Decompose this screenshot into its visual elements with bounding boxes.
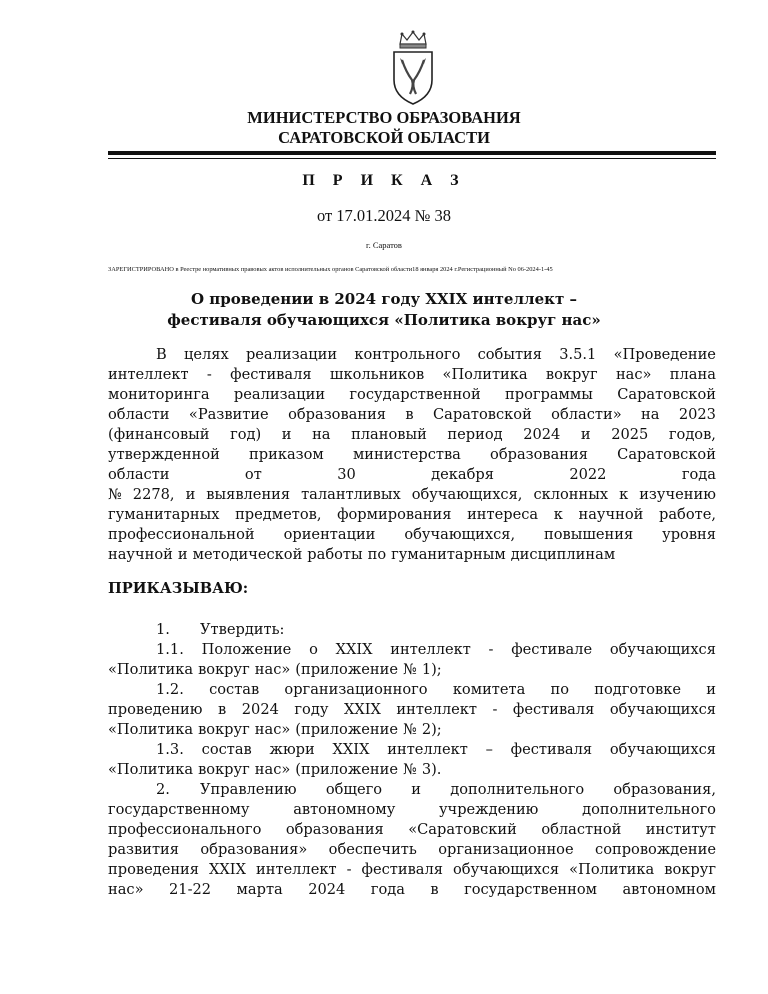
word: области [108, 466, 170, 483]
word: образования, [613, 781, 716, 798]
word: вокруг [545, 366, 598, 383]
word: 2025 [611, 426, 649, 443]
word: Саратовской [617, 446, 716, 463]
word: обучающихся [609, 741, 716, 758]
word: на [641, 406, 660, 423]
header-divider-thin [108, 158, 716, 159]
paragraph-line [108, 545, 716, 565]
word: обучающихся [609, 641, 716, 658]
word: (приложение [295, 721, 398, 738]
word: «Саратовский [408, 821, 517, 838]
list-item-continuation [108, 880, 716, 900]
word: в [430, 881, 439, 898]
word: Саратовской [617, 386, 716, 403]
word: учреждению [438, 801, 539, 818]
order-keyword: ПРИКАЗЫВАЮ: [108, 580, 249, 597]
word: 2024 [523, 426, 561, 443]
word: профессионального [108, 821, 262, 838]
order-title-line2: фестиваля обучающихся «Политика вокруг нас» [167, 311, 601, 329]
word: 1); [421, 661, 442, 678]
word: года [681, 466, 716, 483]
word: целях [183, 346, 229, 363]
word: состав [209, 681, 260, 698]
word: мониторинга [108, 386, 210, 403]
word: министерства [352, 446, 461, 463]
word: Управлению [200, 781, 297, 798]
list-item [108, 620, 716, 640]
word: 2024 [241, 701, 279, 718]
word: и [411, 781, 422, 798]
word: школьников [329, 366, 425, 383]
word: 2023 [678, 406, 716, 423]
word: автономному [293, 801, 396, 818]
word: образования» [200, 841, 308, 858]
list-item-continuation [108, 820, 716, 840]
word: году [294, 701, 329, 718]
word: организационное [438, 841, 574, 858]
word: (финансовый [108, 426, 210, 443]
word: – [485, 741, 493, 758]
word: XXIX [343, 701, 381, 718]
word: жюри [269, 741, 315, 758]
word: образования [490, 446, 588, 463]
word: «Политика [108, 721, 194, 738]
word: и [177, 546, 188, 563]
word: интеллект [390, 641, 471, 658]
word: обучающихся, [411, 486, 523, 503]
word: областной [541, 821, 622, 838]
word: программы [505, 386, 593, 403]
word: обеспечить [328, 841, 417, 858]
paragraph-line [108, 465, 716, 485]
word: проведению [108, 701, 203, 718]
list-item-continuation [108, 720, 716, 740]
word: - [488, 641, 494, 658]
word: работе, [659, 506, 716, 523]
word: нас» [615, 366, 652, 383]
word: утвержденной [108, 446, 220, 463]
word: фестиваля [361, 861, 443, 878]
word: фестиваля [510, 741, 593, 758]
paragraph-line [108, 345, 716, 365]
word: дополнительного [582, 801, 716, 818]
word: вокруг [664, 861, 716, 878]
word: организационного [284, 681, 428, 698]
word: нас» [108, 881, 144, 898]
word: от [244, 466, 262, 483]
word: повышения [544, 526, 634, 543]
word: № [108, 486, 122, 503]
header-divider-thick [108, 151, 716, 155]
paragraph-line [108, 525, 716, 545]
word: предметов, [235, 506, 322, 523]
word: образования [285, 821, 384, 838]
word: плановый [351, 426, 427, 443]
paragraph-line [108, 405, 716, 425]
word: гуманитарных [108, 506, 220, 523]
city-label: г. Саратов [366, 240, 402, 250]
word: проведения [108, 861, 199, 878]
item-text: Утвердить: [200, 621, 285, 638]
word: интеллект [256, 861, 337, 878]
word: года [370, 881, 405, 898]
word: № [403, 661, 417, 678]
word: комитета [452, 681, 526, 698]
word: 1.3. [156, 741, 184, 758]
item-number: 1. [156, 621, 170, 638]
word: и [185, 486, 196, 503]
document-type-heading: П Р И К А З [302, 172, 466, 189]
word: автономном [622, 881, 716, 898]
list-item-continuation [108, 840, 716, 860]
word: период [447, 426, 503, 443]
word: (приложение [295, 761, 398, 778]
word: «Политика [108, 661, 194, 678]
preamble-paragraph [108, 345, 716, 565]
word: государственному [108, 801, 250, 818]
word: уровня [662, 526, 716, 543]
list-item-continuation [108, 660, 716, 680]
word: институт [645, 821, 716, 838]
word: № [403, 721, 417, 738]
word: профессиональной [108, 526, 255, 543]
word: В [156, 346, 167, 363]
order-title-line1: О проведении в 2024 году XXIX интеллект – [191, 290, 577, 308]
word: в [218, 701, 227, 718]
word: состав [201, 741, 252, 758]
word: «Политика [442, 366, 528, 383]
word: приказом [249, 446, 324, 463]
word: реализации [233, 386, 326, 403]
paragraph-line [108, 425, 716, 445]
item-text [200, 780, 716, 800]
word: № [403, 761, 417, 778]
word: годов, [668, 426, 716, 443]
word: развития [108, 841, 179, 858]
word: обучающихся [609, 701, 716, 718]
word: 30 [337, 466, 356, 483]
word: ориентации [283, 526, 376, 543]
word: XXIX [332, 741, 370, 758]
word: 3). [421, 761, 442, 778]
list-item-continuation [108, 800, 716, 820]
word: подготовке [594, 681, 682, 698]
word: - [206, 366, 212, 383]
word: обучающихся, [404, 526, 516, 543]
word: научной [108, 546, 173, 563]
word: 3.5.1 [559, 346, 597, 363]
word: 2278, [132, 486, 175, 503]
word: по [550, 681, 570, 698]
word: научной [578, 506, 644, 523]
word: «Проведение [613, 346, 716, 363]
word: выявления [206, 486, 291, 503]
word: талантливых [301, 486, 401, 503]
word: вокруг [198, 721, 250, 738]
word: декабря [431, 466, 494, 483]
word: к [553, 506, 563, 523]
word: интеллект [387, 741, 468, 758]
word: - [492, 701, 498, 718]
word: - [346, 861, 352, 878]
word: 21-22 [169, 881, 212, 898]
word: плана [669, 366, 716, 383]
paragraph-line [108, 505, 716, 525]
word: в [405, 406, 414, 423]
item-number: 2. [156, 781, 170, 798]
word: Саратовской [433, 406, 532, 423]
word: события [477, 346, 542, 363]
paragraph-line [108, 385, 716, 405]
ministry-name-line2: САРАТОВСКОЙ ОБЛАСТИ [278, 128, 490, 147]
word: 2024 [308, 881, 346, 898]
paragraph-line [108, 365, 716, 385]
word: сопровождение [595, 841, 716, 858]
word: 2022 [569, 466, 607, 483]
word: «Развитие [188, 406, 269, 423]
paragraph-line [108, 445, 716, 465]
word: образования [288, 406, 387, 423]
word: 1.2. [156, 681, 184, 698]
word: о [309, 641, 318, 658]
word: нас» [254, 761, 291, 778]
order-items-list [108, 620, 716, 900]
list-item [108, 640, 716, 660]
word: фестивале [511, 641, 593, 658]
list-item [108, 680, 716, 700]
word: вокруг [198, 761, 250, 778]
word: нас» [254, 721, 291, 738]
word: XXIX [209, 861, 246, 878]
word: по [367, 546, 387, 563]
word: изучению [639, 486, 716, 503]
word: работы [307, 546, 363, 563]
word: 2); [421, 721, 442, 738]
word: нас» [254, 661, 291, 678]
word: интереса [467, 506, 539, 523]
word: вокруг [198, 661, 250, 678]
word: контрольного [354, 346, 461, 363]
list-item [108, 780, 716, 800]
word: государственном [464, 881, 597, 898]
word: Положение [201, 641, 292, 658]
word: склонных [533, 486, 609, 503]
word: гуманитарным [391, 546, 506, 563]
word: государственной [349, 386, 481, 403]
list-item-continuation [108, 860, 716, 880]
list-item [108, 740, 716, 760]
word: к [619, 486, 629, 503]
word: интеллект [108, 366, 189, 383]
word: общего [325, 781, 383, 798]
word: фестиваля [230, 366, 312, 383]
word: марта [236, 881, 283, 898]
word: дополнительного [450, 781, 585, 798]
paragraph-line [108, 485, 716, 505]
word: «Политика [108, 761, 194, 778]
order-date-number: от 17.01.2024 № 38 [316, 206, 452, 225]
coat-of-arms-emblem [388, 30, 438, 106]
word: интеллект [396, 701, 477, 718]
word: области [108, 406, 170, 423]
word: реализации [245, 346, 338, 363]
word: год) [230, 426, 262, 443]
registration-stamp-text: ЗАРЕГИСТРИРОВАНО в Реестре нормативных правовых актов исполнительных органов Саратовской области18 января 2024 г.Регистрационный No 06-2024-1-45 [108, 266, 553, 273]
word: методической [192, 546, 303, 563]
list-item-continuation [108, 760, 716, 780]
word: «Политика [569, 861, 655, 878]
word: 1.1. [156, 641, 184, 658]
word: области» [551, 406, 622, 423]
word: на [312, 426, 331, 443]
word: обучающихся [453, 861, 560, 878]
ministry-name-line1: МИНИСТЕРСТВО ОБРАЗОВАНИЯ [247, 108, 521, 127]
word: и [281, 426, 292, 443]
word: дисциплинам [510, 546, 616, 563]
word: фестиваля [512, 701, 595, 718]
word: формирования [337, 506, 452, 523]
word: и [580, 426, 591, 443]
list-item-continuation [108, 700, 716, 720]
word: (приложение [295, 661, 398, 678]
word: и [706, 681, 716, 698]
word: XXIX [335, 641, 373, 658]
